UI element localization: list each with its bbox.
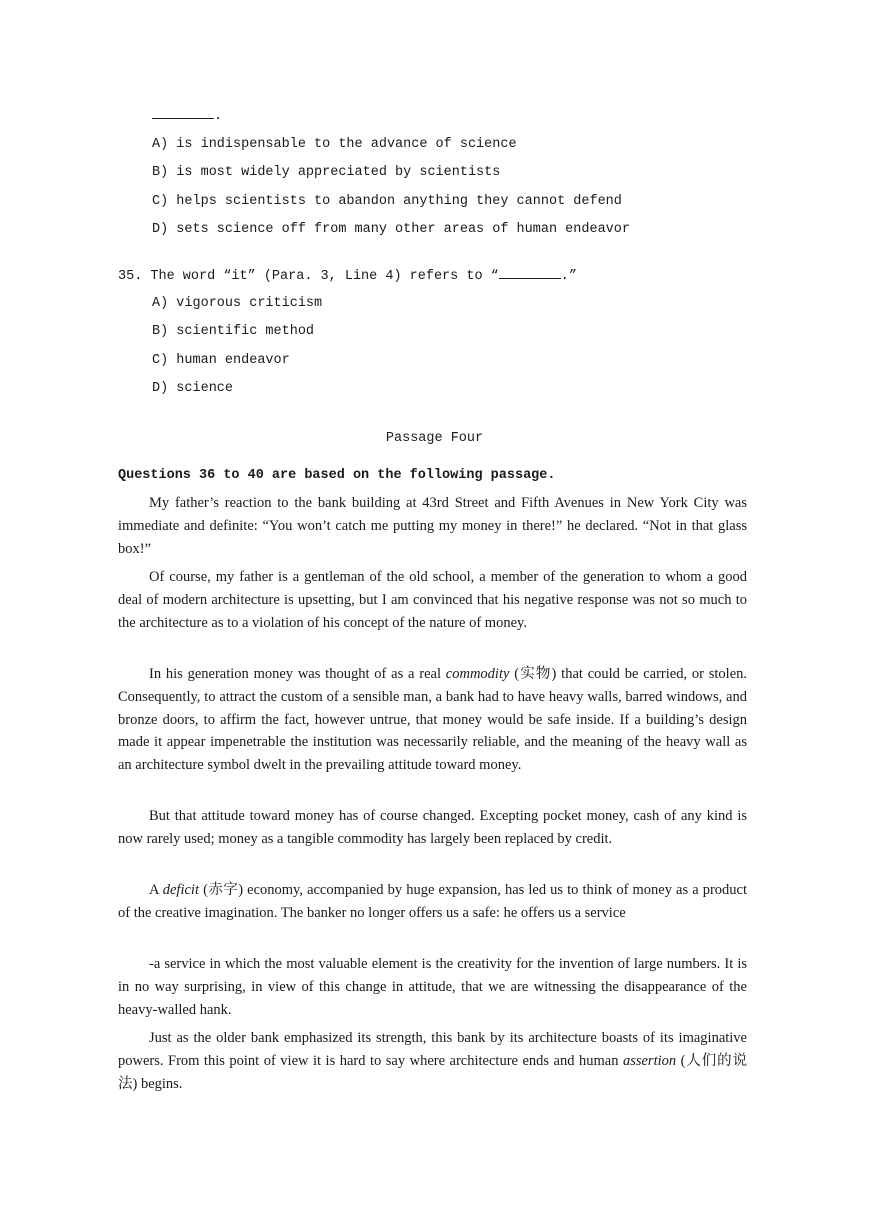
q35-option-a: A) vigorous criticism — [152, 296, 323, 311]
paragraph-4: But that attitude toward money has of course changed. Excepting pocket money, cash of any kind is now rarely used; money as a tangible commodity has largely been replaced by credit. — [118, 808, 747, 847]
passage-instruction: Questions 36 to 40 are based on the following passage. — [118, 468, 556, 483]
paragraph-3: In his generation money was thought of as a real commodity (实物) that could be carried, or stolen. Consequently, to attract the custom of a sensible man, a bank had to have heavy walls, barred windows, and bronze doors, to affirm the fact, however untrue, that money would be safe inside. If a building’s design made it appear impenetrable the institution was necessarily reliable, and the meaning of the heavy wall as an architecture symbol dwelt in the prevailing attitude toward money. — [118, 666, 747, 774]
paragraph-1: My father’s reaction to the bank building at 43rd Street and Fifth Avenues in New York City was immediate and definite: “You won’t catch me putting my money in there!” he declared. “Not in that glass box!” — [118, 495, 747, 557]
q34-option-b: B) is most widely appreciated by scientists — [152, 165, 501, 180]
q35-option-d: D) science — [152, 381, 234, 396]
q34-option-c: C) helps scientists to abandon anything they cannot defend — [152, 194, 622, 209]
paragraph-7: Just as the older bank emphasized its strength, this bank by its architecture boasts of its imaginative powers. From this point of view it is hard to say where architecture ends and human assertion (人们的说法) begins. — [118, 1030, 747, 1092]
paragraph-6: -a service in which the most valuable element is the creativity for the invention of large numbers. It is in no way surprising, in view of this change in attitude, that we are witnessing the disappearance of the heavy-walled hank. — [118, 956, 747, 1018]
term-commodity: commodity — [445, 666, 510, 682]
term-deficit: deficit — [162, 882, 199, 898]
answer-blank — [499, 267, 561, 279]
q35-stem: 35. The word “it” (Para. 3, Line 4) refers to “ .” — [118, 269, 577, 284]
term-assertion: assertion — [622, 1052, 677, 1069]
answer-blank — [152, 107, 214, 119]
q34-option-d: D) sets science off from many other areas of human endeavor — [152, 222, 630, 237]
passage-title: Passage Four — [385, 431, 484, 446]
paragraph-5: A deficit (赤字) economy, accompanied by huge expansion, has led us to think of money as a product of the creative imagination. The banker no longer offers us a safe: he offers us a service — [118, 882, 748, 921]
q35-option-c: C) human endeavor — [152, 353, 290, 368]
q35-option-b: B) scientific method — [152, 324, 315, 339]
q34-stem-tail: . — [152, 107, 222, 126]
q34-option-a: A) is indispensable to the advance of science — [152, 137, 517, 152]
paragraph-2: Of course, my father is a gentleman of the old school, a member of the generation to whom a good deal of modern architecture is upsetting, but I am convinced that his negative response was not so much to the architecture as to a violation of his concept of the nature of money. — [118, 569, 747, 631]
